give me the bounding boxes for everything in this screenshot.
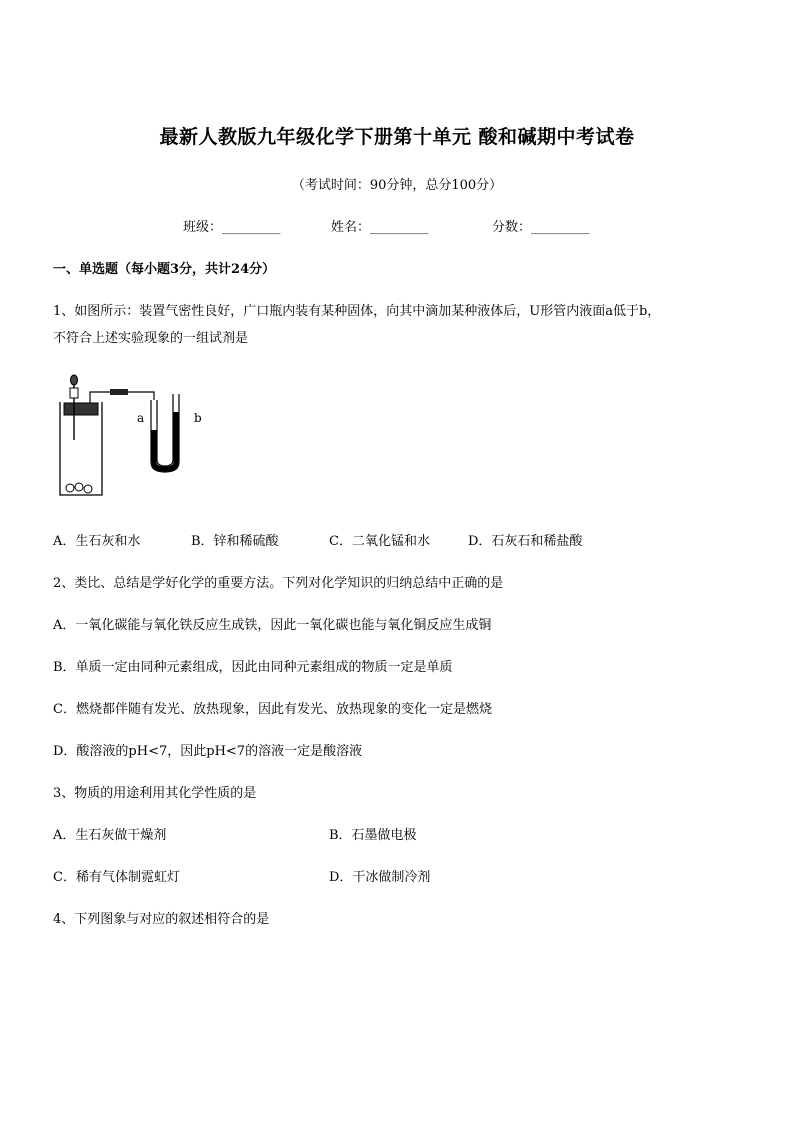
q3-option-d: D．干冰做制冷剂: [329, 870, 431, 885]
q1-stem-line1: 1、如图所示：装置气密性良好，广口瓶内装有某种固体，向其中滴加某种液体后，U形管内液面a低于b，: [53, 304, 661, 319]
q3-option-b: B．石墨做电极: [329, 828, 417, 843]
q3-option-a: A．生石灰做干燥剂: [53, 828, 167, 843]
q4-stem: 4、下列图象与对应的叙述相符合的是: [53, 912, 270, 927]
exam-subtitle: （考试时间：90分钟，总分100分）: [291, 178, 503, 193]
label-a: a: [137, 411, 145, 425]
q1-option-b: B．锌和稀硫酸: [191, 534, 279, 549]
q2-stem: 2、类比、总结是学好化学的重要方法。下列对化学知识的归纳总结中正确的是: [53, 576, 504, 591]
q1-option-d: D．石灰石和稀盐酸: [468, 534, 583, 549]
apparatus-figure: [52, 370, 222, 500]
score-field: 分数：_________: [492, 220, 590, 235]
q2-option-c: C．燃烧都伴随有发光、放热现象，因此有发光、放热现象的变化一定是燃烧: [53, 702, 492, 717]
class-field: 班级：_________: [183, 220, 281, 235]
q2-option-d: D．酸溶液的pH<7，因此pH<7的溶液一定是酸溶液: [53, 744, 363, 759]
name-field: 姓名：_________: [331, 220, 429, 235]
section-heading: 一、单选题（每小题3分，共计24分）: [53, 262, 276, 277]
q1-option-c: C．二氧化锰和水: [329, 534, 430, 549]
label-b: b: [194, 411, 202, 425]
q1-stem-line2: 不符合上述实验现象的一组试剂是: [53, 331, 249, 346]
q2-option-a: A．一氧化碳能与氧化铁反应生成铁，因此一氧化碳也能与氧化铜反应生成铜: [53, 618, 492, 633]
exam-title: 最新人教版九年级化学下册第十单元 酸和碱期中考试卷: [159, 126, 635, 148]
q1-option-a: A．生石灰和水: [53, 534, 141, 549]
q2-option-b: B．单质一定由同种元素组成，因此由同种元素组成的物质一定是单质: [53, 660, 453, 675]
q3-option-c: C．稀有气体制霓虹灯: [53, 870, 180, 885]
q3-stem: 3、物质的用途利用其化学性质的是: [53, 786, 257, 801]
